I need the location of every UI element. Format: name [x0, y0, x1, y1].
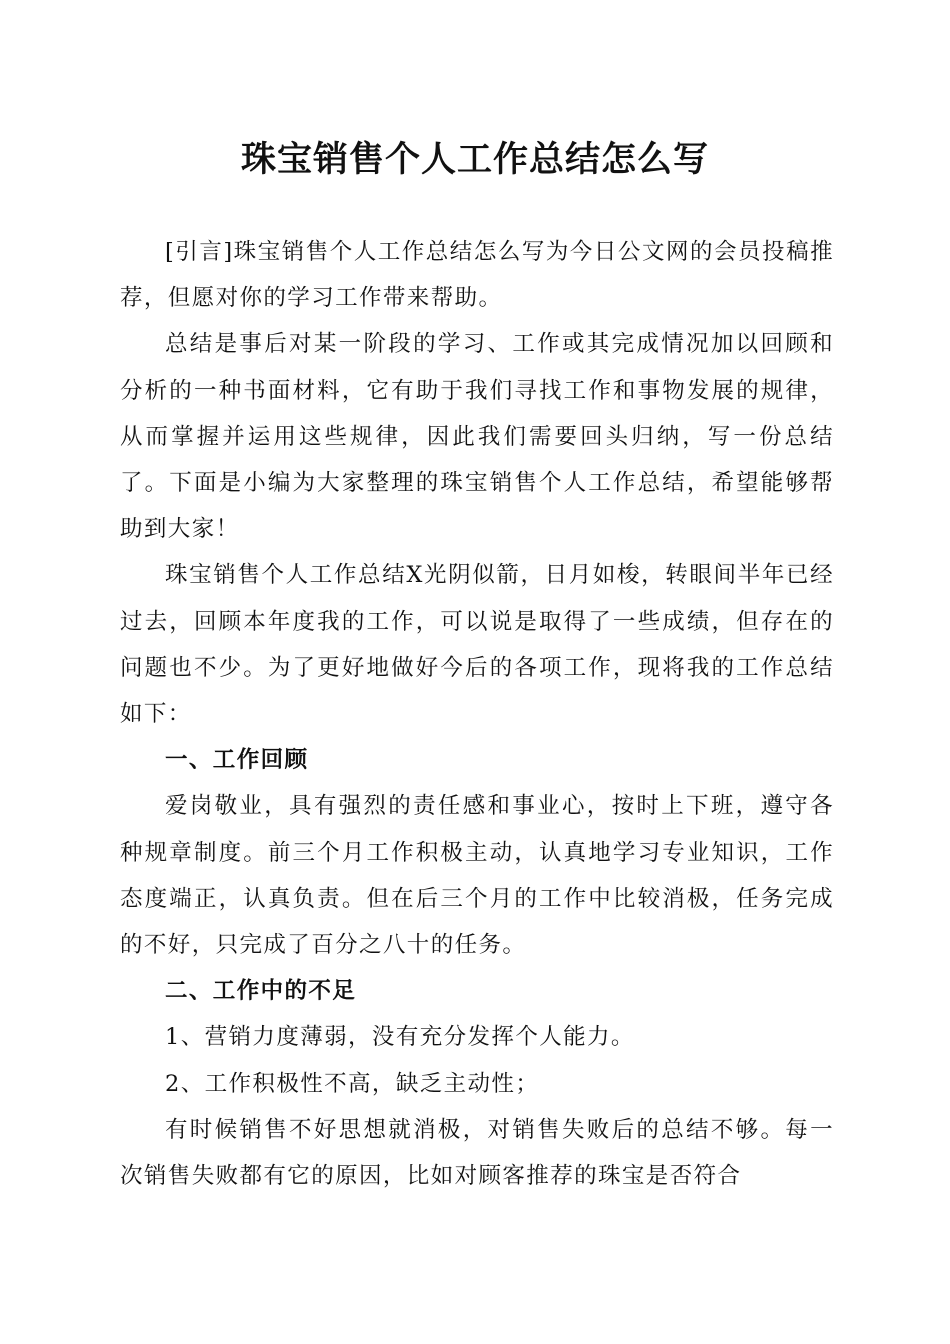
document-title: 珠宝销售个人工作总结怎么写: [240, 139, 709, 180]
intro-paragraph: [引言]珠宝销售个人工作总结怎么写为今日公文网的会员投稿推荐，但愿对你的学习工作带来帮助。: [120, 239, 834, 312]
document-body: [120, 229, 834, 1199]
shortcoming-item-2-detail: 有时候销售不好思想就消极，对销售失败后的总结不够。每一次销售失败都有它的原因，比如对顾客推荐的珠宝是否符合: [120, 1116, 834, 1190]
review-paragraph: 爱岗敬业，具有强烈的责任感和事业心，按时上下班，遵守各种规章制度。前三个月工作积极主动，认真地学习专业知识，工作态度端正，认真负责。但在后三个月的工作中比较消极，任务完成的不好，只完成了百分之八十的任务。: [120, 793, 834, 959]
shortcoming-item-1: 1、营销力度薄弱，没有充分发挥个人能力。: [165, 1024, 635, 1051]
definition-paragraph: 总结是事后对某一阶段的学习、工作或其完成情况加以回顾和分析的一种书面材料，它有助于我们寻找工作和事物发展的规律，从而掌握并运用这些规律，因此我们需要回头归纳，写一份总结了。下面是小编为大家整理的珠宝销售个人工作总结，希望能够帮助到大家！: [120, 331, 834, 543]
section-heading-shortcomings: 二、工作中的不足: [165, 978, 357, 1005]
opening-paragraph: 珠宝销售个人工作总结X光阴似箭，日月如梭，转眼间半年已经过去，回顾本年度我的工作，可以说是取得了一些成绩，但存在的问题也不少。为了更好地做好今后的各项工作，现将我的工作总结如下：: [120, 562, 834, 728]
shortcoming-item-2: 2、工作积极性不高，缺乏主动性；: [165, 1070, 540, 1097]
section-heading-review: 一、工作回顾: [165, 747, 309, 774]
